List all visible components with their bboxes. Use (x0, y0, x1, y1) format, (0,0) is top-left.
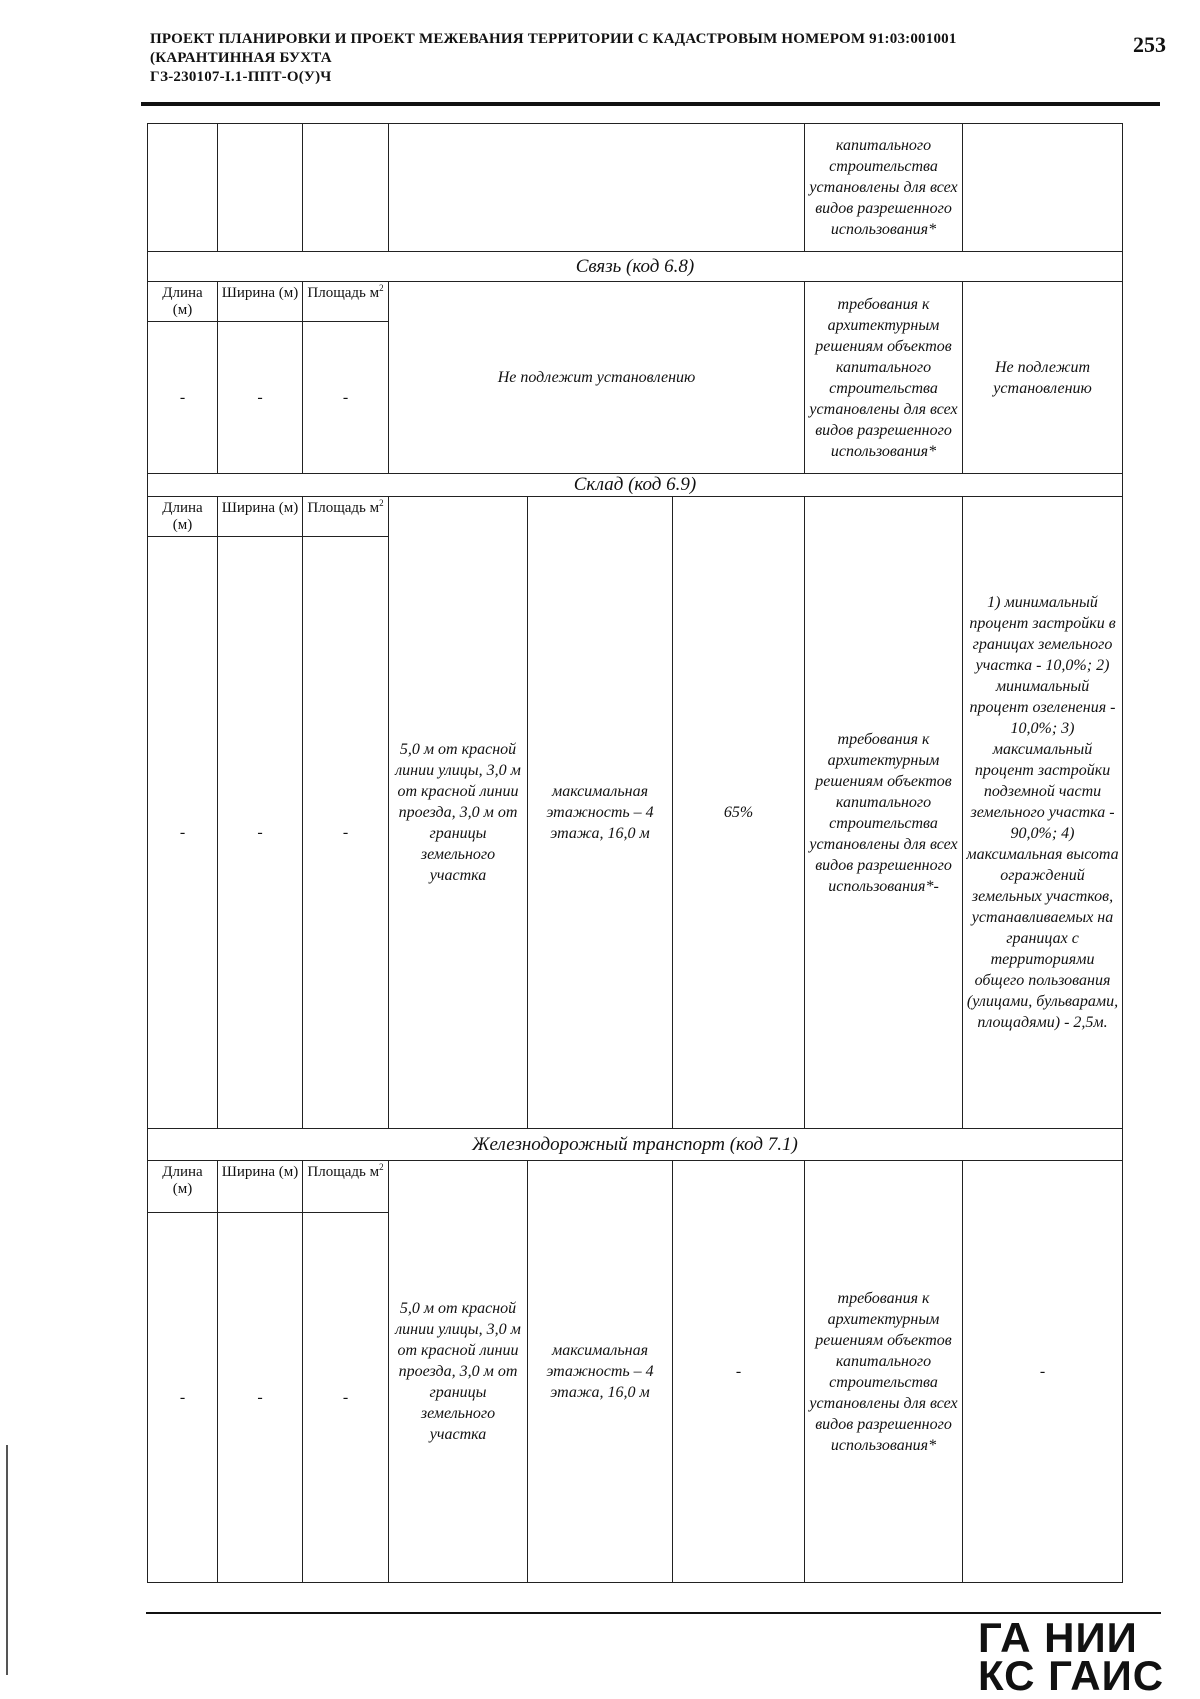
setbacks-cell: 5,0 м от красной линии улицы, 3,0 м от красной линии проезда, 3,0 м от границы земельного участка (389, 1161, 528, 1583)
column-header-row (148, 282, 1123, 322)
section-title-row (148, 474, 1123, 497)
section-title: Склад (код 6.9) (148, 474, 1123, 497)
floors-cell: максимальная этажность – 4 этажа, 16,0 м (528, 1161, 673, 1583)
width-cell: - (218, 537, 303, 1129)
area-cell: - (303, 322, 389, 474)
setbacks-cell: Не подлежит установлению (389, 282, 805, 474)
header-rule (141, 102, 1160, 106)
floors-cell: максимальная этажность – 4 этажа, 16,0 м (528, 497, 673, 1129)
col-header-length: Длина (м) (148, 497, 218, 537)
col-header-area: Площадь $м^2$ (303, 282, 389, 322)
table-row-carry-over (148, 124, 1123, 252)
document-header (150, 30, 1070, 87)
length-cell: - (148, 322, 218, 474)
requirements-cell: капитального строительства установлены для всех видов разрешенного использования* (805, 124, 963, 252)
length-cell: - (148, 537, 218, 1129)
area-cell: - (303, 537, 389, 1129)
width-cell: - (218, 322, 303, 474)
col-header-area: Площадь $м^2$ (303, 497, 389, 537)
col-header-area: Площадь $м^2$ (303, 1161, 389, 1213)
column-header-row (148, 497, 1123, 537)
header-line-3: ГЗ-230107-I.1-ППТ-О(У)Ч (150, 69, 332, 85)
other-cell: 1) минимальный процент застройки в границах земельного участка - 10,0%; 2) минимальный процент озеленения - 10,0%; 3) максимальный процент застройки подземной части земельного участка - 90,0%; 4) максимальная высота ограждений земельных участков, устанавливаемых на границах с территориями общего пользования (улицами, бульварами, площадями) - 2,5м. (963, 497, 1123, 1129)
col-header-width: Ширина (м) (218, 497, 303, 537)
section-title: Железнодорожный транспорт (код 7.1) (148, 1129, 1123, 1161)
col-header-length: Длина (м) (148, 1161, 218, 1213)
header-line-1: ПРОЕКТ ПЛАНИРОВКИ И ПРОЕКТ МЕЖЕВАНИЯ ТЕРРИТОРИИ С КАДАСТРОВЫМ НОМЕРОМ 91:03:001001 (150, 31, 957, 47)
scan-margin-line (6, 1445, 8, 1675)
section-title: Связь (код 6.8) (148, 252, 1123, 282)
page-number: 253 (1133, 32, 1166, 57)
section-title-row (148, 252, 1123, 282)
organization-logo (978, 1614, 1170, 1699)
coverage-cell: 65% (673, 497, 805, 1129)
length-cell: - (148, 1213, 218, 1583)
header-line-2: (КАРАНТИННАЯ БУХТА (150, 50, 332, 66)
col-header-width: Ширина (м) (218, 1161, 303, 1213)
area-cell: - (303, 1213, 389, 1583)
logo-line-2: КС ГАИС (978, 1652, 1165, 1699)
col-header-length: Длина (м) (148, 282, 218, 322)
regulations-table (147, 123, 1123, 1583)
coverage-cell: - (673, 1161, 805, 1583)
other-cell: - (963, 1161, 1123, 1583)
setbacks-cell: 5,0 м от красной линии улицы, 3,0 м от красной линии проезда, 3,0 м от границы земельного участка (389, 497, 528, 1129)
requirements-cell: требования к архитектурным решениям объектов капитального строительства установлены для всех видов разрешенного использования*- (805, 497, 963, 1129)
requirements-cell: требования к архитектурным решениям объектов капитального строительства установлены для всех видов разрешенного использования* (805, 282, 963, 474)
logo-line-1: ГА НИИ (978, 1614, 1138, 1661)
other-cell: Не подлежит установлению (963, 282, 1123, 474)
col-header-width: Ширина (м) (218, 282, 303, 322)
section-title-row (148, 1129, 1123, 1161)
width-cell: - (218, 1213, 303, 1583)
column-header-row (148, 1161, 1123, 1213)
requirements-cell: требования к архитектурным решениям объектов капитального строительства установлены для всех видов разрешенного использования* (805, 1161, 963, 1583)
